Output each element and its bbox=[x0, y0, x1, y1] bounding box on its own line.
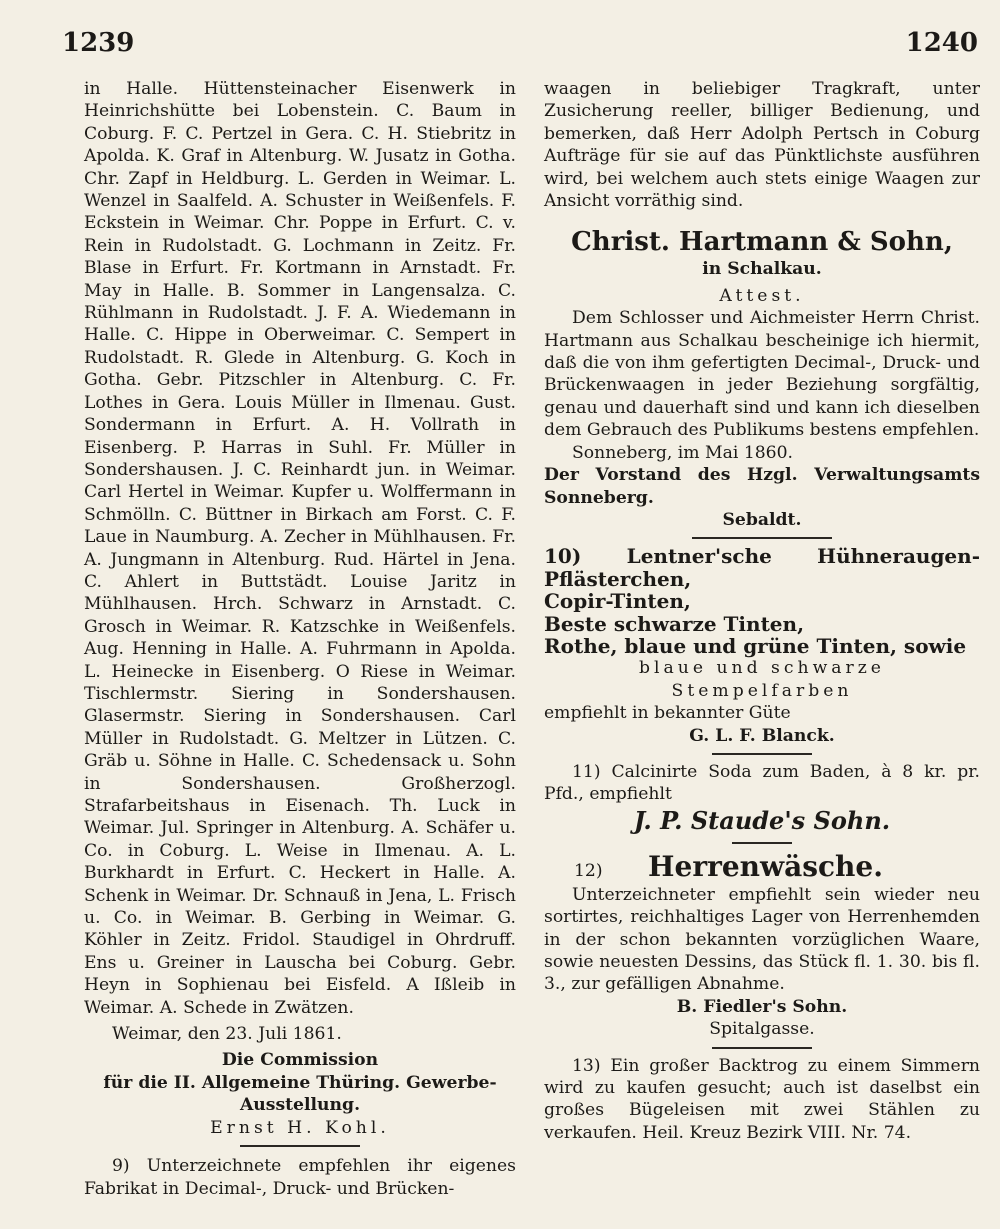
firm-name: Christ. Hartmann & Sohn, bbox=[571, 227, 953, 258]
exhibitor-list: in Halle. Hüttensteinacher Eisenwerk in Heinrichshütte bei Lobenstein. C. Baum in Coburg. F. C. Pertzel in Gera. C. H. Stiebritz in Apolda. K. Graf in Altenburg. W. Jusatz in Gotha. Chr. Zapf in Heldburg. L. Gerden in Weimar. L. Wenzel in Saalfeld. A. Schuster in Weißenfels. F. Eckstein in Weimar. Chr. Poppe in Erfurt. C. v. Rein in Rudolstadt. G. Lochmann in Zeitz. Fr. Blase in Erfurt. Fr. Kortmann in Arnstadt. Fr. May in Halle. B. Sommer in Langensalza. C. Rühlmann in Rudolstadt. J. F. A. Wiedemann in Halle. C. Hippe in Oberweimar. C. Sempert in Rudolstadt. R. Glede in Altenburg. G. Koch in Gotha. Gebr. Pitzschler in Altenburg. C. Fr. Lothes in Gera. Louis Müller in Ilmenau. Gust. Sondermann in Erfurt. A. H. Vollrath in Eisenberg. P. Harras in Suhl. Fr. Müller in Sondershausen. J. C. Reinhardt jun. in Weimar. Carl Hertel in Weimar. Kupfer u. Wolffermann in Schmölln. C. Büttner in Birkach am Forst. C. F. Laue in Naumburg. A. Zecher in Mühlhausen. Fr. A. Jungmann in Altenburg. Rud. Härtel in Jena. C. Ahlert in Buttstädt. Louise Jaritz in Mühlhausen. Hrch. Schwarz in Arnstadt. C. Grosch in Weimar. R. Katzschke in Weißenfels. Aug. Henning in Halle. A. Fuhrmann in Apolda. L. Heinecke in Eisenberg. O Riese in Weimar. Tischlermstr. Siering in Sondershausen. Glasermstr. Siering in Sondershausen. Carl Müller in Rudolstadt. G. Meltzer in Lützen. C. Gräb u. Söhne in Halle. C. Schedensack u. Sohn in Sondershausen. Großherzogl. Strafarbeitshaus in Eisenach. Th. Luck in Weimar. Jul. Springer in Altenburg. A. Schäfer u. Co. in Coburg. L. Weise in Ilmenau. A. L. Burkhardt in Erfurt. C. Heckert in Halle. A. Schenk in Weimar. Dr. Schnauß in Jena, L. Frisch u. Co. in Weimar. B. Gerbing in Weimar. G. Köhler in Zeitz. Fridol. Staudigel in Ohrdruff. Ens u. Greiner in Lauscha bei Coburg. Gebr. Heyn in Sophienau bei Eisfeld. A Ißleib in Weimar. A. Schede in Zwätzen. bbox=[84, 79, 516, 1018]
attest-title: Attest. bbox=[719, 285, 805, 306]
divider bbox=[712, 753, 812, 755]
left-column bbox=[84, 78, 516, 1200]
item-10-signer: G. L. F. Blanck. bbox=[689, 725, 835, 746]
item-12-place: Spitalgasse. bbox=[709, 1019, 815, 1040]
page-number-left: 1239 bbox=[62, 28, 135, 58]
item-11-signer: J. P. Staude's Sohn. bbox=[633, 805, 891, 835]
right-column bbox=[544, 78, 980, 1144]
item-12-title: Herrenwäsche. bbox=[648, 849, 883, 883]
divider bbox=[240, 1145, 360, 1147]
item-12-text: Unterzeichneter empfiehlt sein wieder neu sortirtes, reichhaltiges Lager von Herrenhemden in der schon bekannten vorzüglichen Waare, sowie neuesten Dessins, das Stück fl. 1. 30. bis fl. 3., zur gefälligen Abnahme. bbox=[544, 884, 980, 995]
item-10-line-5: blaue und schwarze Stempelfarben bbox=[639, 658, 885, 701]
item-10-line-6: empfiehlt in bekannter Güte bbox=[544, 703, 791, 724]
commission-signer: Ernst H. Kohl. bbox=[210, 1117, 390, 1138]
divider bbox=[712, 1047, 812, 1049]
item-9: 9) Unterzeichnete empfehlen ihr eigenes Fabrikat in Decimal-, Druck- und Brücken- bbox=[84, 1156, 516, 1199]
commission-title: Die Commission bbox=[221, 1050, 379, 1071]
divider bbox=[692, 537, 832, 539]
attest-authority: Der Vorstand des Hzgl. Verwaltungsamts Sonneberg. bbox=[544, 465, 980, 508]
attest-date: Sonneberg, im Mai 1860. bbox=[572, 442, 794, 463]
attest-name: Sebaldt. bbox=[722, 509, 802, 530]
page-number-right: 1240 bbox=[905, 28, 978, 58]
firm-place: in Schalkau. bbox=[702, 259, 822, 280]
attest-text: Dem Schlosser und Aichmeister Herrn Christ. Hartmann aus Schalkau bescheinige ich hiermit, daß die von ihm gefertigten Decimal-, Druck- und Brückenwaagen in jeder Beziehung sorgfältig, genau und dauerhaft sind und kann ich dieselben dem Gebrauch des Publikums bestens empfehlen. bbox=[544, 308, 980, 441]
item-9-continued: waagen in beliebiger Tragkraft, unter Zusicherung reeller, billiger Bedienung, und bemerken, daß Herr Adolph Pertsch in Coburg Aufträge für sie auf das Pünktlichste ausführen wird, bei welchem auch stets einige Waagen zur Ansicht vorräthig sind. bbox=[544, 79, 980, 212]
item-11: 11) Calcinirte Soda zum Baden, à 8 kr. pr. Pfd., empfiehlt bbox=[544, 761, 980, 805]
item-10-line-1: 10) Lentner'sche Hühneraugen-Pflästerchen, bbox=[544, 544, 980, 591]
item-12-number: 12) bbox=[574, 860, 603, 881]
item-10-line-2: Copir-Tinten, bbox=[544, 589, 691, 614]
divider bbox=[732, 842, 792, 844]
date-line: Weimar, den 23. Juli 1861. bbox=[112, 1024, 342, 1045]
item-10-line-3: Beste schwarze Tinten, bbox=[544, 611, 805, 636]
item-10-line-4: Rothe, blaue und grüne Tinten, sowie bbox=[544, 633, 967, 658]
item-12-heading bbox=[544, 850, 980, 884]
item-12-signer: B. Fiedler's Sohn. bbox=[676, 996, 848, 1017]
item-13: 13) Ein großer Backtrog zu einem Simmern wird zu kaufen gesucht; auch ist daselbst ein großes Bügeleisen mit zwei Stählen zu verkaufen. Heil. Kreuz Bezirk VIII. Nr. 74. bbox=[544, 1055, 980, 1143]
commission-subtitle: für die II. Allgemeine Thüring. Gewerbe-Ausstellung. bbox=[103, 1072, 497, 1116]
